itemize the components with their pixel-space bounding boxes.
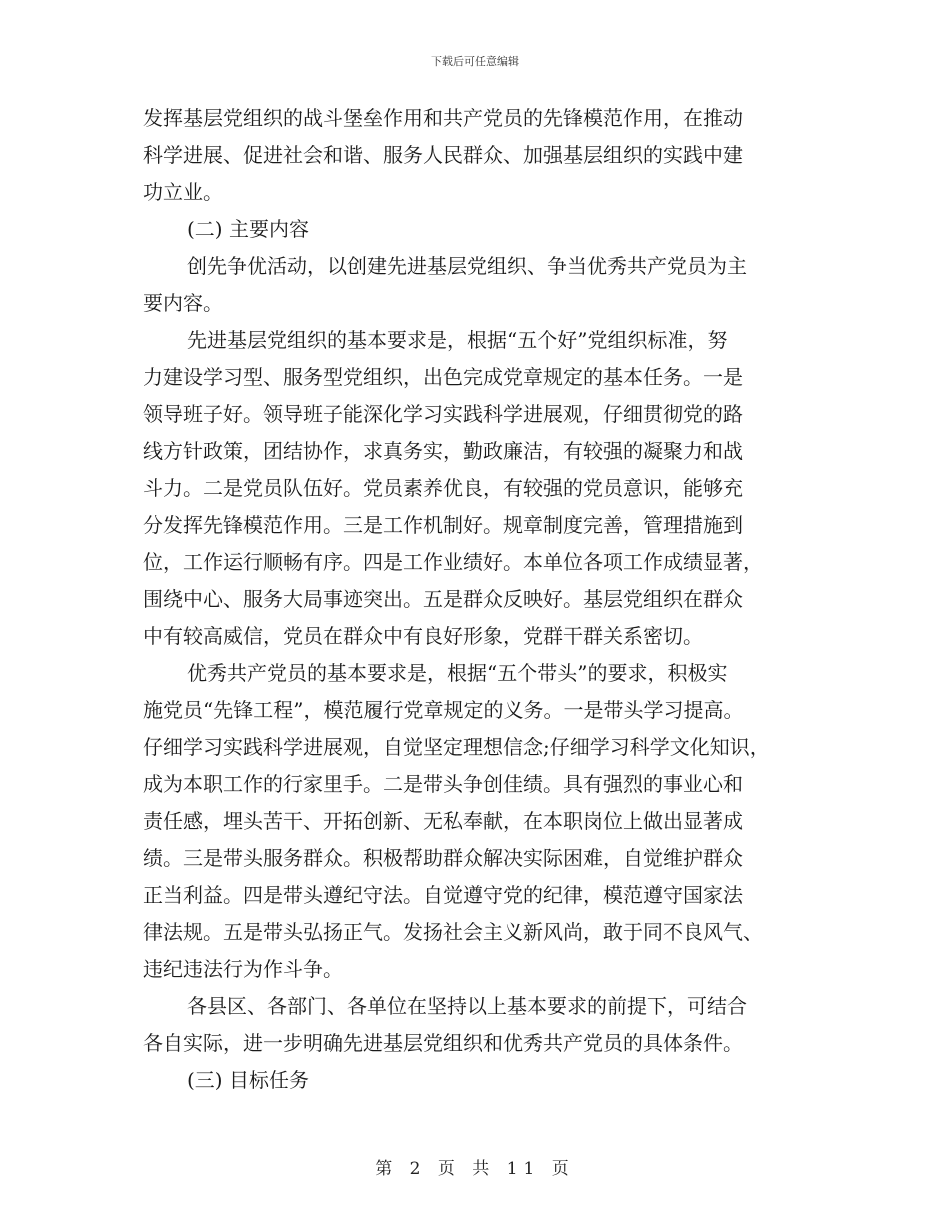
- text-line: 科学进展、促进社会和谐、服务人民群众、加强基层组织的实践中建: [143, 143, 743, 167]
- text-line: 违纪违法行为作斗争。: [143, 957, 343, 981]
- text-line: 责任感，埋头苦干、开拓创新、无私奉献，在本职岗位上做出显著成: [143, 809, 743, 833]
- text-line: 正当利益。四是带头遵纪守法。自觉遵守党的纪律，模范遵守国家法: [143, 883, 743, 907]
- document-body: [143, 100, 813, 1099]
- text-line: 领导班子好。领导班子能深化学习实践科学进展观，仔细贯彻党的路: [143, 402, 743, 426]
- text-line: (三) 目标任务: [187, 1068, 309, 1092]
- text-line: 施党员“先锋工程”，模范履行党章规定的义务。一是带头学习提高。: [143, 698, 744, 722]
- text-line: 仔细学习实践科学进展观，自觉坚定理想信念;仔细学习科学文化知识，: [143, 735, 770, 759]
- page-header: 下载后可任意编辑: [431, 55, 519, 68]
- text-line: (二) 主要内容: [187, 217, 309, 241]
- text-line: 线方针政策，团结协作，求真务实，勤政廉洁，有较强的凝聚力和战: [143, 439, 743, 463]
- text-line: 绩。三是带头服务群众。积极帮助群众解决实际困难，自觉维护群众: [143, 846, 743, 870]
- text-line: 要内容。: [143, 291, 223, 315]
- text-line: 中有较高威信，党员在群众中有良好形象，党群干群关系密切。: [143, 624, 703, 648]
- page-footer: 第 2 页 共 11 页: [375, 1159, 575, 1179]
- text-line: 分发挥先锋模范作用。三是工作机制好。规章制度完善，管理措施到: [143, 513, 743, 537]
- text-line: 优秀共产党员的基本要求是，根据“五个带头”的要求，积极实: [187, 661, 728, 685]
- text-line: 围绕中心、服务大局事迹突出。五是群众反映好。基层党组织在群众: [143, 587, 743, 611]
- text-line: 各县区、各部门、各单位在坚持以上基本要求的前提下，可结合: [187, 994, 747, 1018]
- text-line: 各自实际，进一步明确先进基层党组织和优秀共产党员的具体条件。: [143, 1031, 743, 1055]
- text-line: 先进基层党组织的基本要求是，根据“五个好”党组织标准，努: [187, 328, 728, 352]
- text-line: 功立业。: [143, 180, 223, 204]
- text-line: 位，工作运行顺畅有序。四是工作业绩好。本单位各项工作成绩显著，: [143, 550, 763, 574]
- text-line: 力建设学习型、服务型党组织，出色完成党章规定的基本任务。一是: [143, 365, 743, 389]
- text-line: 发挥基层党组织的战斗堡垒作用和共产党员的先锋模范作用，在推动: [143, 106, 743, 130]
- text-line: 斗力。二是党员队伍好。党员素养优良，有较强的党员意识，能够充: [143, 476, 743, 500]
- text-line: 成为本职工作的行家里手。二是带头争创佳绩。具有强烈的事业心和: [143, 772, 743, 796]
- text-line: 律法规。五是带头弘扬正气。发扬社会主义新风尚，敢于同不良风气、: [143, 920, 763, 944]
- text-line: 创先争优活动，以创建先进基层党组织、争当优秀共产党员为主: [187, 254, 747, 278]
